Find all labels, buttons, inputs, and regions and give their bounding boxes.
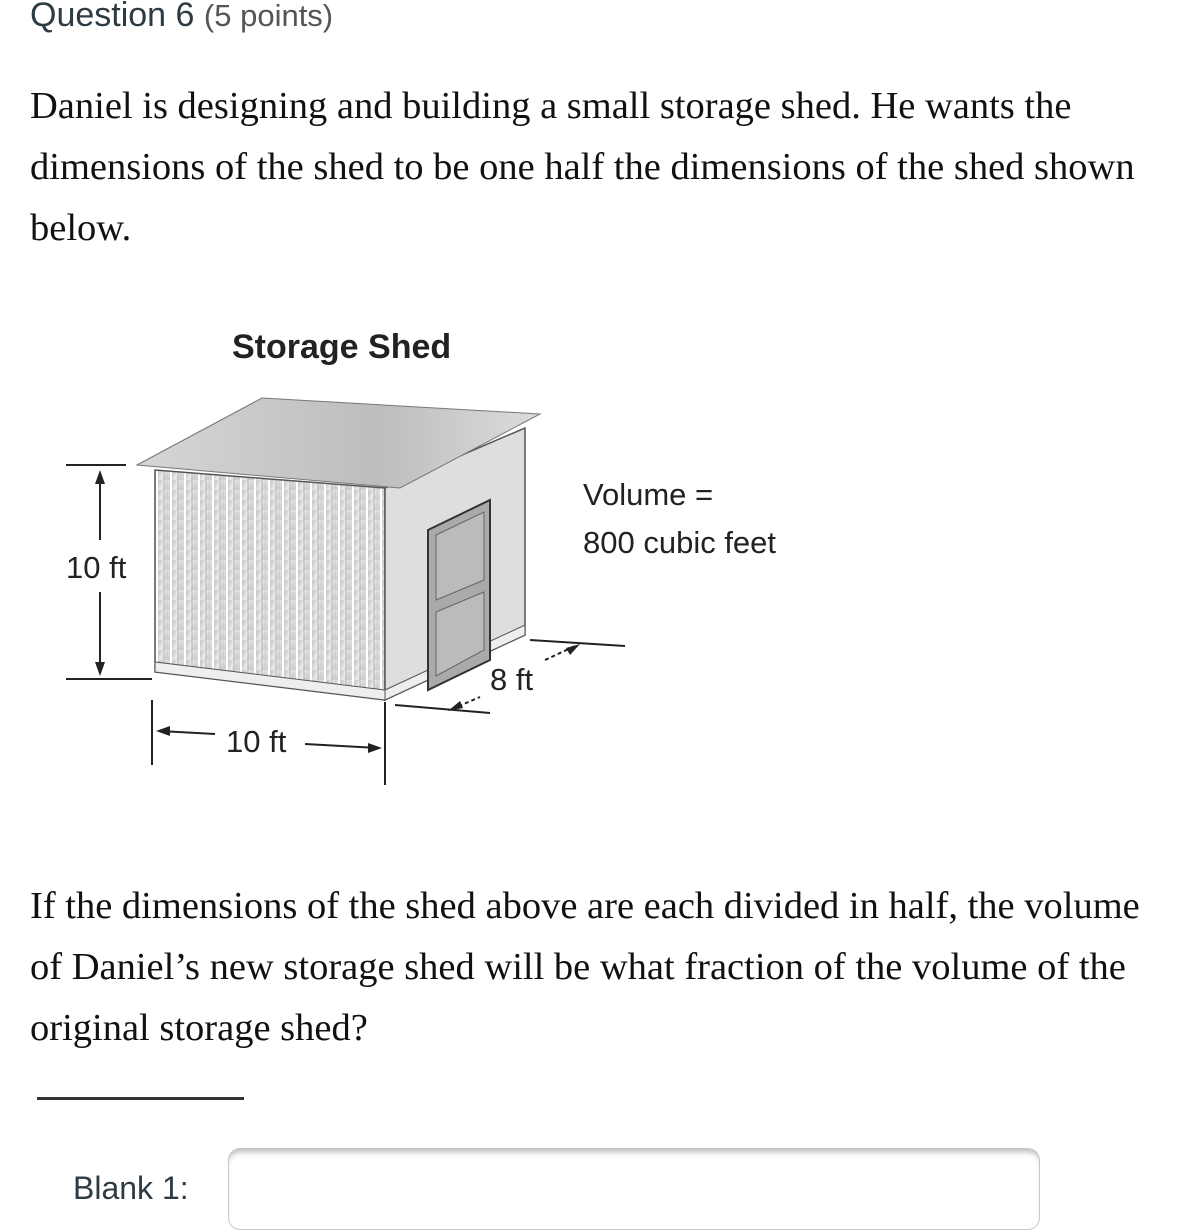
storage-shed-figure (0, 300, 900, 800)
blank-1-label: Blank 1: (73, 1170, 189, 1206)
volume-label-line1: Volume = (583, 477, 714, 512)
question-title (30, 0, 333, 35)
separator-rule (37, 1097, 244, 1100)
height-label: 10 ft (66, 550, 127, 585)
question-prompt: If the dimensions of the shed above are each divided in half, the volume of Daniel’s new storage shed will be what fraction of the volume of the original storage shed? (30, 885, 1140, 1049)
figure-title: Storage Shed (232, 328, 452, 366)
width-label: 10 ft (226, 724, 287, 759)
question-points: (5 points) (203, 0, 334, 33)
volume-label-line2: 800 cubic feet (583, 525, 777, 560)
depth-label: 8 ft (490, 662, 534, 697)
question-intro: Daniel is designing and building a small storage shed. He wants the dimensions of the shed to be one half the dimensions of the shed shown below. (30, 85, 1135, 249)
blank-1-input[interactable] (228, 1148, 1040, 1230)
shed-drawing (137, 398, 540, 700)
question-number: Question 6 (30, 0, 195, 34)
